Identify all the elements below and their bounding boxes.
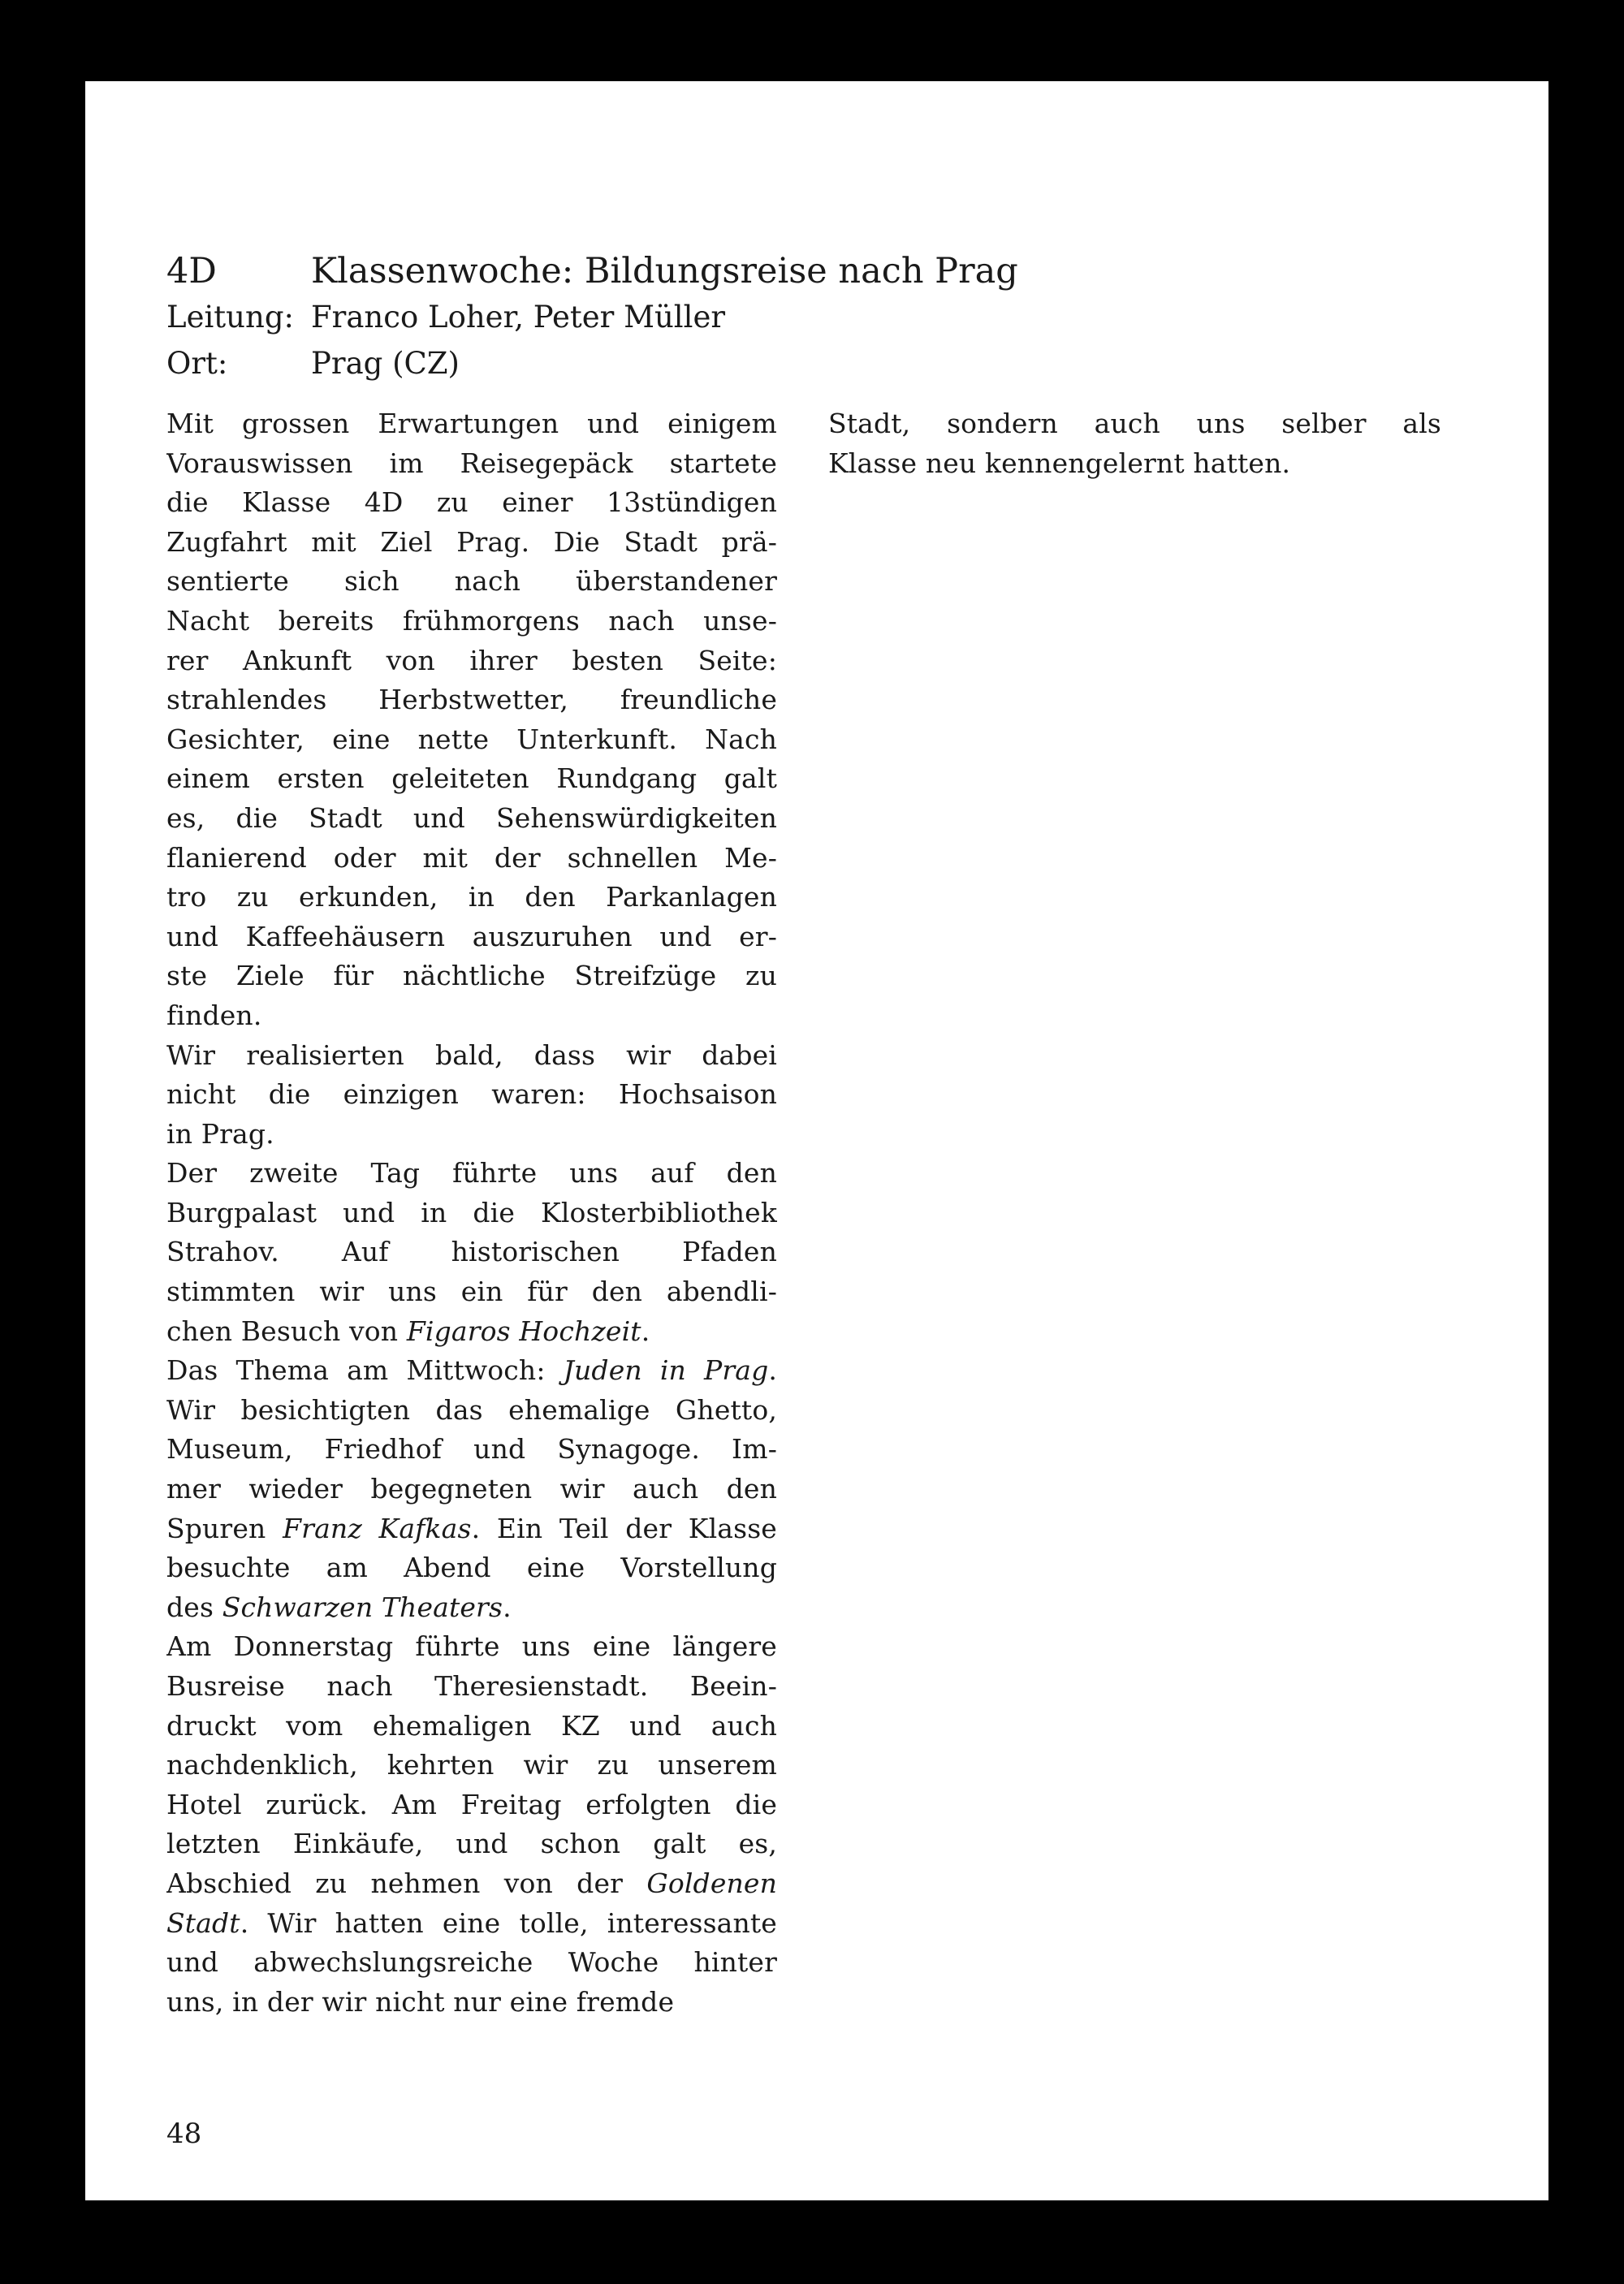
text-segment: . Wir hatten eine tolle, interessante [240,1906,777,1939]
text-line [166,404,777,444]
text-segment: Stadt, sondern auch uns selber als [828,408,1441,439]
text-line [166,1470,777,1509]
text-segment: Am Donnerstag führte uns eine längere [166,1630,777,1663]
text-line [166,680,777,720]
text-line [166,1075,777,1115]
text-segment: Der zweite Tag führte uns auf den [166,1157,777,1189]
text-segment: Gesichter, eine nette Unterkunft. Nach [166,723,777,755]
text-line [166,839,777,879]
text-line [166,641,777,681]
text-line [166,1194,777,1233]
text-line [166,720,777,760]
text-segment: Nacht bereits frühmorgens nach unse- [166,604,777,637]
text-line [166,1983,777,2023]
text-segment: finden. [166,999,262,1031]
text-line [166,1351,777,1391]
text-line [166,483,777,523]
text-line [166,1746,777,1785]
text-line [166,1627,777,1667]
text-line [166,1233,777,1272]
article-title: Klassenwoche: Bildungsreise nach Prag [311,251,1018,291]
text-segment: stimmten wir uns ein für den abendli- [166,1276,777,1308]
text-line [166,1864,777,1904]
italic-text: Figaros Hochzeit [406,1315,641,1347]
ort-label: Ort: [166,346,228,381]
text-line [166,1904,777,1944]
text-line [166,1154,777,1194]
text-segment: Abschied zu nehmen von der [166,1867,647,1899]
italic-text: Franz Kafkas [283,1512,472,1544]
text-segment: Wir besichtigten das ehemalige Ghetto, [166,1393,777,1426]
text-segment: Klasse neu kennengelernt hatten. [828,447,1291,479]
ort-value: Prag (CZ) [311,346,460,381]
text-line [166,562,777,602]
text-segment: druckt vom ehemaligen KZ und auch [166,1709,777,1742]
text-line [166,1391,777,1431]
text-line [166,1588,777,1628]
text-line [166,956,777,996]
text-segment: Spuren [166,1512,283,1544]
text-line [828,444,1441,484]
text-segment: Hotel zurück. Am Freitag erfolgten die [166,1788,777,1820]
text-segment: in Prag. [166,1117,274,1150]
text-line [166,444,777,484]
text-line [166,1707,777,1746]
leitung-value: Franco Loher, Peter Müller [311,300,726,335]
text-segment: sentierte sich nach überstandener [166,565,777,598]
text-segment: . [641,1315,650,1347]
text-segment: und abwechslungsreiche Woche hinter [166,1946,777,1979]
title-row [166,244,1018,299]
italic-text: Goldenen [646,1867,777,1899]
text-segment: und Kaffeehäusern auszuruhen und er- [166,920,777,952]
text-segment: tro zu erkunden, in den Parkanlagen [166,881,777,913]
text-line [166,1430,777,1470]
class-code: 4D [166,251,217,291]
page-number: 48 [166,2118,202,2150]
text-segment: Das Thema am Mittwoch: [166,1354,564,1387]
text-segment: letzten Einkäufe, und schon galt es, [166,1828,777,1860]
text-segment: Vorauswissen im Reisegepäck startete [166,447,777,479]
text-line [166,523,777,563]
text-segment: besuchte am Abend eine Vorstellung [166,1552,777,1584]
article-header [166,244,1018,386]
text-segment: . Ein Teil der Klasse [471,1512,777,1544]
text-segment: rer Ankunft von ihrer besten Seite: [166,644,777,676]
text-line [166,1036,777,1076]
text-segment: Mit grossen Erwartungen und einigem [166,408,777,439]
text-segment: strahlendes Herbstwetter, freundliche [166,684,777,716]
text-segment: Strahov. Auf historischen Pfaden [166,1236,777,1268]
text-line [828,404,1441,444]
leitung-row [166,294,1018,340]
text-segment: einem ersten geleiteten Rundgang galt [166,762,777,795]
italic-text: Schwarzen Theaters [222,1591,503,1623]
text-segment: . [503,1591,512,1623]
text-line [166,1667,777,1707]
text-line [166,799,777,839]
text-line [166,1509,777,1549]
text-segment: nicht die einzigen waren: Hochsaison [166,1078,777,1111]
text-line [166,759,777,799]
text-segment: . [768,1354,777,1387]
text-segment: Busreise nach Theresienstadt. Beein- [166,1670,777,1702]
text-line [166,996,777,1036]
text-segment: es, die Stadt und Sehenswürdigkeiten [166,801,777,834]
text-segment: Wir realisierten bald, dass wir dabei [166,1038,777,1071]
text-segment: Museum, Friedhof und Synagoge. Im- [166,1433,777,1466]
text-line [166,1943,777,1983]
text-segment: Burgpalast und in die Klosterbibliothek [166,1196,777,1228]
text-segment: Zugfahrt mit Ziel Prag. Die Stadt prä- [166,525,777,558]
text-segment: ste Ziele für nächtliche Streifzüge zu [166,960,777,992]
leitung-label: Leitung: [166,300,294,335]
body-column-left [166,404,777,2022]
text-line [166,602,777,641]
italic-text: Juden in Prag [563,1354,769,1387]
text-segment: des [166,1591,222,1623]
text-line [166,917,777,957]
text-line [166,1272,777,1312]
text-segment: die Klasse 4D zu einer 13stündigen [166,486,777,519]
text-segment: uns, in der wir nicht nur eine fremde [166,1985,675,2018]
text-line [166,1785,777,1825]
document-page [85,81,1548,2200]
text-line [166,1824,777,1864]
text-line [166,1115,777,1155]
ort-row [166,340,1018,386]
text-line [166,1548,777,1588]
text-line [166,1312,777,1352]
text-segment: chen Besuch von [166,1315,407,1347]
text-segment: flanierend oder mit der schnellen Me- [166,841,777,874]
body-column-right [828,404,1441,483]
text-segment: nachdenklich, kehrten wir zu unserem [166,1749,777,1781]
text-line [166,878,777,917]
text-segment: mer wieder begegneten wir auch den [166,1473,777,1505]
italic-text: Stadt [166,1906,240,1939]
